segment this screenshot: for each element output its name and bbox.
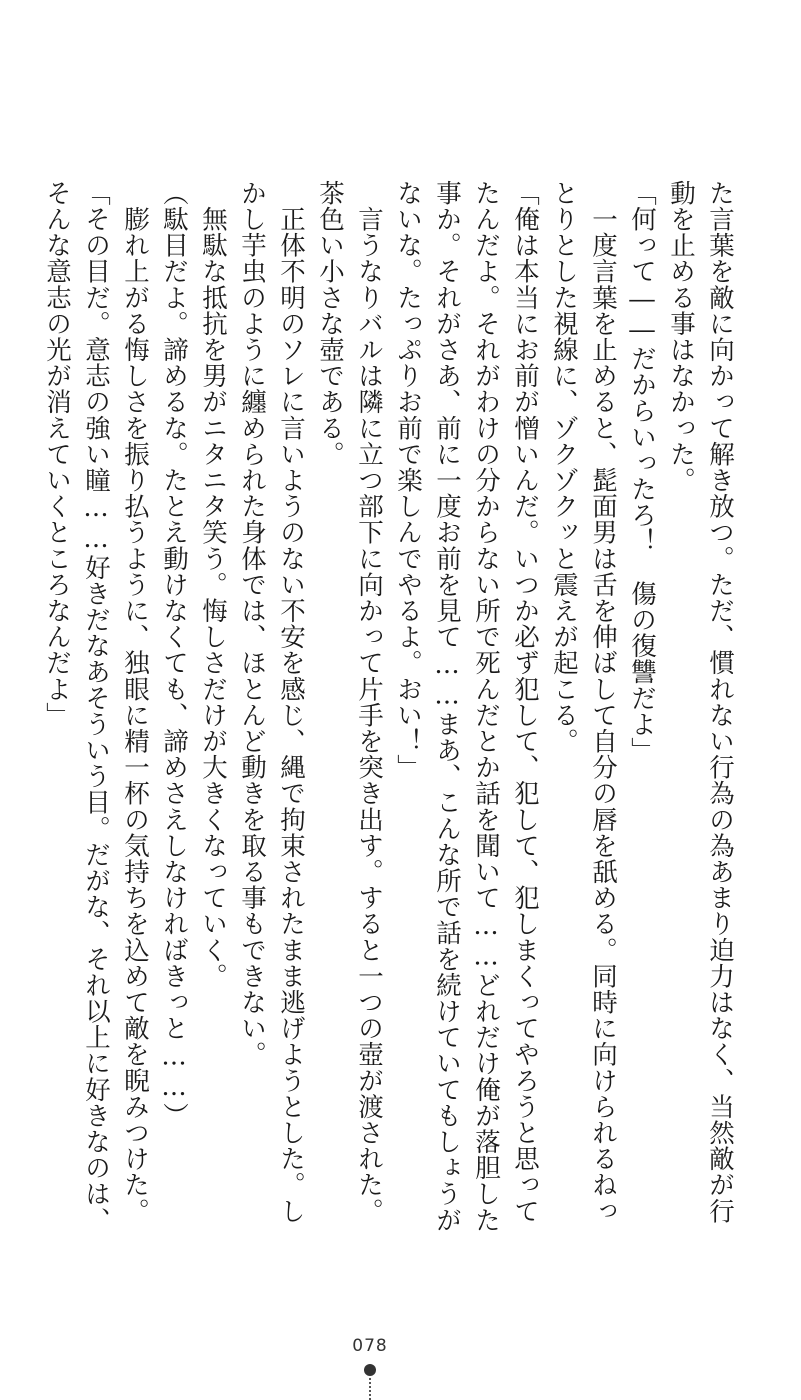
text-line: とりとした視線に、ゾクゾクッと震えが起こる。	[549, 180, 579, 755]
text-line: 「俺は本当にお前が憎いんだ。いつか必ず犯して、犯して、犯しまくってやろうと思って	[510, 180, 540, 1224]
text-line: （駄目だよ。諦めるな。たとえ動けなくても、諦めさえしなければきっと……）	[159, 180, 189, 1129]
text-line: 無駄な抵抗を男がニタニタ笑う。悔しさだけが大きくなっていく。	[198, 180, 228, 990]
text-line: 茶色い小さな壺である。	[315, 180, 345, 468]
vertical-text-body	[42, 180, 739, 1240]
text-line: ないな。たっぷりお前で楽しんでやるよ。おい！」	[393, 180, 423, 781]
dotted-line-icon	[369, 1378, 371, 1400]
text-line: 一度言葉を止めると、髭面男は舌を伸ばして自分の唇を舐める。同時に向けられるねっ	[588, 180, 618, 1224]
bullet-dot-icon	[364, 1364, 376, 1376]
page-number: 078	[352, 1336, 388, 1356]
text-line: た言葉を敵に向かって解き放つ。ただ、慣れない行為の為あまり迫力はなく、当然敵が行	[705, 180, 735, 1224]
text-line: かし芋虫のように纏められた身体では、ほとんど動きを取る事もできない。	[237, 180, 267, 1068]
text-line: 事か。それがさあ、前に一度お前を見て……まあ、こんな所で話を続けていてもしょうが	[432, 180, 462, 1233]
text-line: 正体不明のソレに言いようのない不安を感じ、縄で拘束されたまま逃げようとした。し	[276, 180, 306, 1224]
text-line: 動を止める事はなかった。	[666, 180, 696, 494]
text-line: そんな意志の光が消えていくところなんだよ」	[42, 180, 72, 729]
text-line: 膨れ上がる悔しさを振り払うように、独眼に精一杯の気持ちを込めて敵を睨みつけた。	[120, 180, 150, 1224]
text-line: たんだよ。それがわけの分からない所で死んだとか話を聞いて……どれだけ俺が落胆した	[471, 180, 501, 1233]
text-line: 「その目だ。意志の強い瞳……好きだなあそういう目。だがな、それ以上に好きなのは、	[81, 180, 111, 1233]
text-line: 「何って――だからいったろ！ 傷の復讐だよ」	[627, 180, 657, 764]
page-ornament	[363, 1364, 377, 1400]
text-line: 言うなりバルは隣に立つ部下に向かって片手を突き出す。すると一つの壺が渡された。	[354, 180, 384, 1224]
